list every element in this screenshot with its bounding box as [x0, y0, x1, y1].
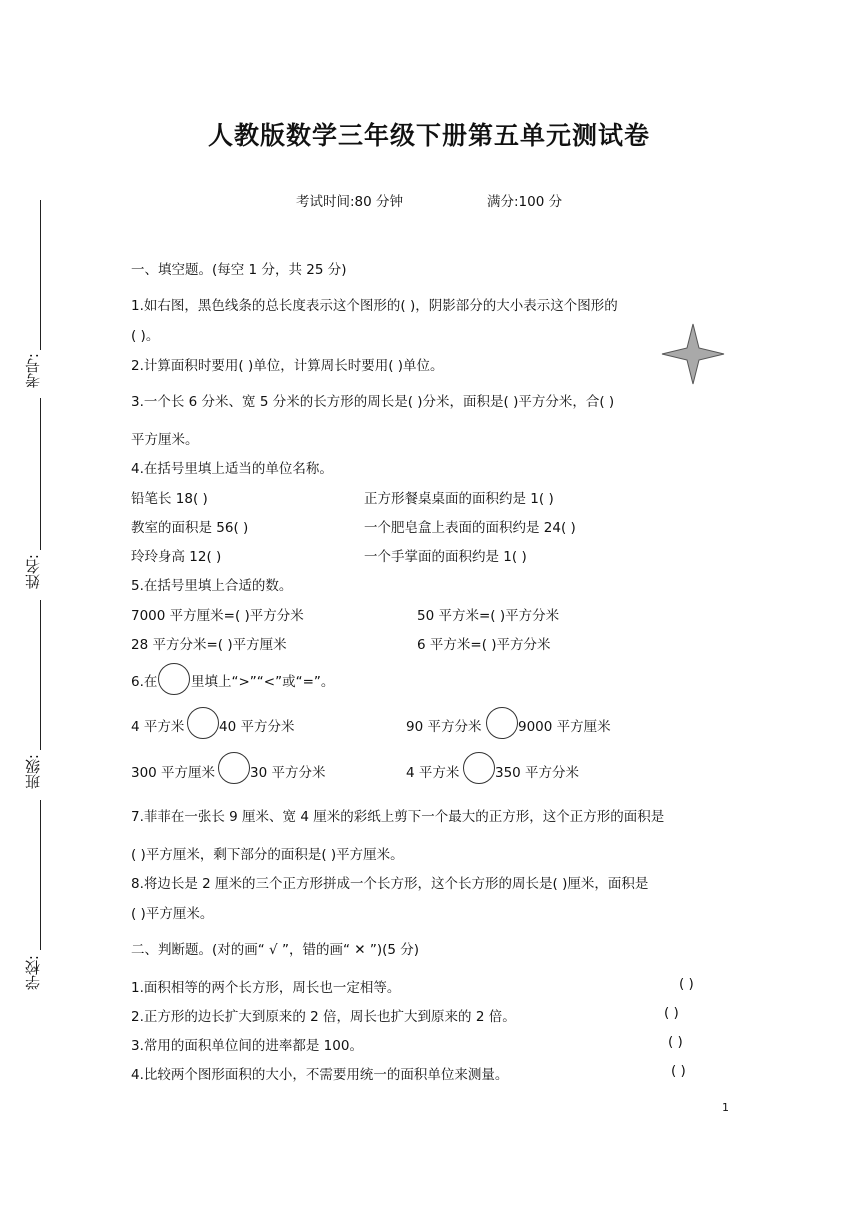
judge-answer-2[interactable]: ( ) [664, 1005, 679, 1021]
side-label-name: 姓名: [24, 554, 42, 590]
compare-circle-4[interactable] [463, 752, 495, 784]
section1-heading: 一、填空题。(每空 1 分，共 25 分) [131, 262, 347, 278]
q5-item-3: 28 平方分米=( )平方厘米 [131, 637, 287, 653]
q1-line1: 1.如右图，黑色线条的总长度表示这个图形的( )，阴影部分的大小表示这个图形的 [131, 298, 618, 314]
q5-item-2: 50 平方米=( )平方分米 [417, 608, 560, 624]
side-label-class: 班级: [24, 754, 42, 790]
q6-item3-left: 300 平方厘米 [131, 765, 216, 781]
q2: 2.计算面积时要用( )单位，计算周长时要用( )单位。 [131, 358, 444, 374]
judge-item-3: 3.常用的面积单位间的进率都是 100。 [131, 1038, 363, 1054]
compare-circle-2[interactable] [486, 707, 518, 739]
page-number: 1 [722, 1101, 729, 1114]
side-label-exam-number: 考号: [24, 353, 42, 389]
page-title: 人教版数学三年级下册第五单元测试卷 [208, 121, 651, 150]
side-line-3 [40, 600, 41, 750]
compare-circle-3[interactable] [218, 752, 250, 784]
judge-item-2: 2.正方形的边长扩大到原来的 2 倍，周长也扩大到原来的 2 倍。 [131, 1009, 516, 1025]
q3-line2: 平方厘米。 [131, 432, 199, 448]
q4-item-4: 一个肥皂盒上表面的面积约是 24( ) [364, 520, 576, 536]
side-line-4 [40, 800, 41, 950]
q8-line1: 8.将边长是 2 厘米的三个正方形拼成一个长方形，这个长方形的周长是( )厘米，面积是 [131, 876, 649, 892]
full-score: 满分:100 分 [487, 194, 563, 210]
q5-item-1: 7000 平方厘米=( )平方分米 [131, 608, 304, 624]
q1-line2: ( )。 [131, 328, 160, 344]
q4-item-6: 一个手掌面的面积约是 1( ) [364, 549, 527, 565]
q5-item-4: 6 平方米=( )平方分米 [417, 637, 551, 653]
side-line-2 [40, 398, 41, 550]
q4: 4.在括号里填上适当的单位名称。 [131, 461, 333, 477]
q6-item1-right: 40 平方分米 [219, 719, 295, 735]
q4-item-5: 玲玲身高 12( ) [131, 549, 222, 565]
exam-time: 考试时间:80 分钟 [296, 194, 404, 210]
q4-item-3: 教室的面积是 56( ) [131, 520, 249, 536]
q8-line2: ( )平方厘米。 [131, 906, 214, 922]
q5: 5.在括号里填上合适的数。 [131, 578, 293, 594]
q6-item1-left: 4 平方米 [131, 719, 185, 735]
q3-line1: 3.一个长 6 分米、宽 5 分米的长方形的周长是( )分米，面积是( )平方分米，合( ) [131, 394, 615, 410]
compare-circle-example [158, 663, 190, 695]
q7-line2: ( )平方厘米，剩下部分的面积是( )平方厘米。 [131, 847, 404, 863]
q6-item4-right: 350 平方分米 [495, 765, 580, 781]
q7-line1: 7.菲菲在一张长 9 厘米、宽 4 厘米的彩纸上剪下一个最大的正方形，这个正方形的面积是 [131, 809, 665, 825]
judge-answer-4[interactable]: ( ) [671, 1063, 686, 1079]
judge-item-4: 4.比较两个图形面积的大小，不需要用统一的面积单位来测量。 [131, 1067, 509, 1083]
q6-item4-left: 4 平方米 [406, 765, 460, 781]
q4-item-2: 正方形餐桌桌面的面积约是 1( ) [364, 491, 554, 507]
judge-item-1: 1.面积相等的两个长方形，周长也一定相等。 [131, 980, 401, 996]
compare-circle-1[interactable] [187, 707, 219, 739]
judge-answer-3[interactable]: ( ) [668, 1034, 683, 1050]
side-line-1 [40, 200, 41, 350]
q6-item2-left: 90 平方分米 [406, 719, 482, 735]
q4-item-1: 铅笔长 18( ) [131, 491, 208, 507]
q6-item2-right: 9000 平方厘米 [518, 719, 611, 735]
four-point-star-icon [660, 322, 726, 386]
judge-answer-1[interactable]: ( ) [679, 976, 694, 992]
section2-heading: 二、判断题。(对的画“ √ ”，错的画“ ✕ ”)(5 分) [131, 942, 420, 958]
q6-item3-right: 30 平方分米 [250, 765, 326, 781]
q6-prefix: 6.在 [131, 674, 158, 690]
q6-suffix: 里填上“>”“<”或“=”。 [191, 674, 335, 690]
side-label-school: 学校: [24, 955, 42, 991]
